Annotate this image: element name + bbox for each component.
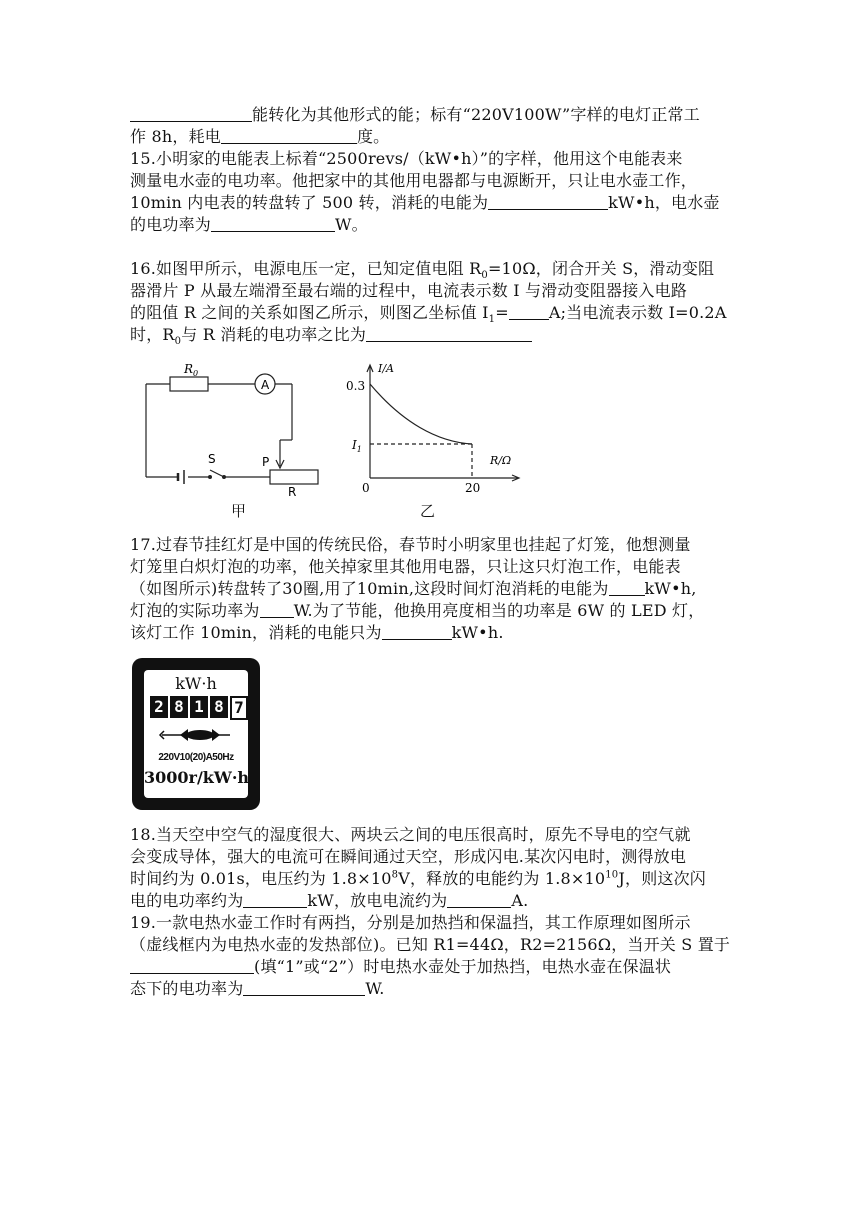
meter-unit: kW·h: [175, 674, 217, 693]
answer-blank[interactable]: [488, 193, 608, 210]
question-18: 18.当天空中空气的湿度很大、两块云之间的电压很高时，原先不导电的空气就 会变成导体，强大的电流可在瞬间通过天空，形成闪电.某次闪电时，测得放电 时间约为 0.01s，电压约为 $1.8\times 10^8V$，释放的电能约为 $1.8\times 10^{10}J$，则这次闪 电的电功率约为 kW，放电电流约为 A.: [130, 825, 706, 910]
electric-meter: [132, 658, 260, 810]
answer-blank[interactable]: [243, 979, 365, 996]
x-axis-label: R/Ω: [490, 454, 512, 467]
y-axis-label: I/A: [378, 362, 394, 375]
rheostat-label: R: [288, 485, 297, 499]
answer-blank[interactable]: [243, 891, 307, 908]
resistor-r0: [170, 377, 208, 391]
origin-label: 0: [362, 481, 370, 495]
answer-blank[interactable]: [382, 623, 452, 640]
meter-digits: [150, 696, 248, 720]
answer-blank[interactable]: [509, 303, 549, 320]
ir-graph-yi: [342, 360, 528, 500]
circuit-diagram-jia: [130, 360, 330, 520]
q14-block: 能转化为其他形式的能；标有“220V100W”字样的电灯正常工 作 8h，耗电 度。: [130, 105, 700, 146]
question-17: 17.过春节挂红灯是中国的传统民俗，春节时小明家里也挂起了灯笼，他想测量 灯笼里白炽灯泡的功率，他关掉家里其他用电器，只让这只灯泡工作，电能表 （如图所示)转盘转了30圈,用了10min,这段时间灯泡消耗的电能为 kW•h, 灯泡的实际功率为 W.为了节能，他换用亮度相当的功率是 6W 的 LED 灯， 该灯工作 10min，消耗的电能只为 kW•h.: [130, 535, 705, 642]
answer-blank[interactable]: [366, 325, 532, 342]
meter-digit: 2: [150, 696, 168, 718]
y-tick-i1: $I_1$: [352, 438, 362, 454]
rheostat-r: [270, 470, 318, 484]
answer-blank[interactable]: [609, 579, 645, 596]
r0-label: $R_0$: [184, 362, 199, 378]
switch-s: [210, 470, 224, 477]
ammeter-label: A: [261, 378, 270, 392]
y-tick-0.3: 0.3: [346, 379, 366, 393]
question-19: 19.一款电热水壶工作时有两挡，分别是加热挡和保温挡，其工作原理如图所示 （虚线框内为电热水壶的发热部位)。已知 R1=44Ω，R2=2156Ω，当开关 S 置于 (填“1”或“2”）时电热水壶处于加热挡，电热水壶在保温状 态下的电功率为 W.: [130, 913, 731, 998]
question-16: 16.如图甲所示，电源电压一定，已知定值电阻 $R_0=10\Omega$，闭合开关 S，滑动变阻 器滑片 P 从最左端滑至最右端的过程中，电流表示数 I 与滑动变阻器接入电路 的阻值 R 之间的关系如图乙所示，则图乙坐标值 $I_1= A$;当电流表示数 I=0.2A 时，$R_0$与 R 消耗的电功率之比为: [130, 259, 727, 348]
meter-digit: 8: [210, 696, 228, 718]
slider-label: P: [262, 455, 270, 469]
answer-blank[interactable]: [130, 105, 252, 122]
current-curve: [370, 384, 472, 444]
figure-caption-jia: 甲: [231, 502, 247, 520]
meter-dial-icon: [158, 726, 234, 744]
meter-spec: 220V10(20)A50Hz: [158, 752, 234, 763]
meter-digit: 1: [190, 696, 208, 718]
meter-constant: 3000r/kW·h: [144, 768, 250, 787]
switch-label: S: [208, 452, 216, 466]
meter-digit: 7: [230, 696, 248, 720]
question-15: 15.小明家的电能表上标着“2500revs/（kW•h）”的字样，他用这个电能表来 测量电水壶的电功率。他把家中的其他用电器都与电源断开，只让电水壶工作， 10min 内电表的转盘转了 500 转，消耗的电能为 kW•h，电水壶 的电功率为 W。: [130, 149, 720, 234]
answer-blank[interactable]: [447, 891, 511, 908]
meter-digit: 8: [170, 696, 188, 718]
answer-blank[interactable]: [211, 215, 335, 232]
answer-blank[interactable]: [130, 957, 254, 974]
figure-caption-yi: 乙: [420, 502, 436, 520]
x-tick-20: 20: [465, 481, 481, 495]
answer-blank[interactable]: [260, 601, 294, 618]
answer-blank[interactable]: [221, 127, 357, 144]
